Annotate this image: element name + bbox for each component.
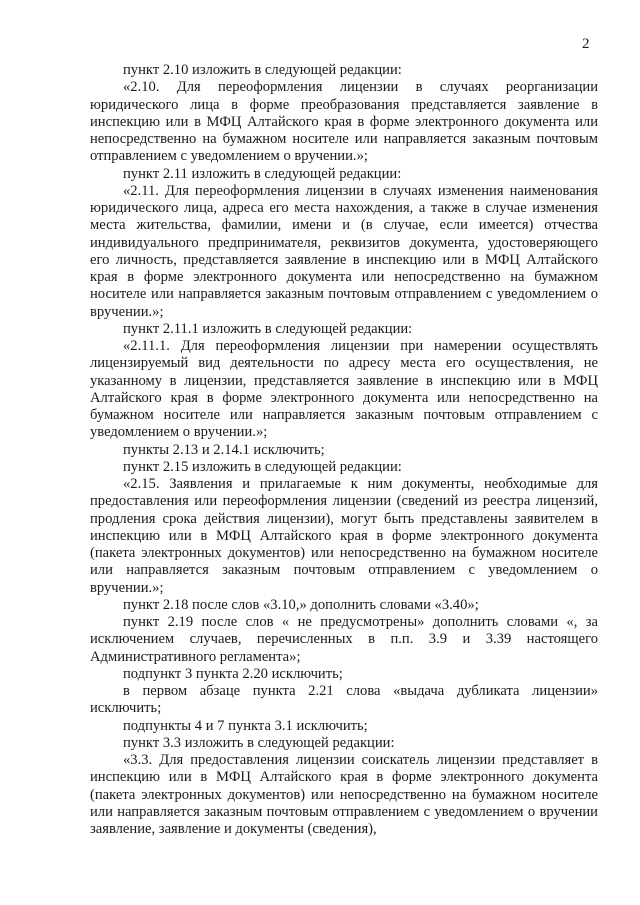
paragraph: пункты 2.13 и 2.14.1 исключить; — [123, 441, 325, 458]
paragraph: пункт 2.11.1 изложить в следующей редакции: — [123, 320, 413, 337]
paragraph: «2.11. Для переоформления лицензии в случаях изменения наименования юридического лица, адреса его места нахождения, а также в случае изменения места жительства, фамилии, имени и (в случае, если имеется) отчества индивидуального предпринимателя, реквизитов документа, удостоверяющего его личность, представляется заявление в инспекцию или в МФЦ Алтайского края в форме электронного документа или непосредственно на бумажном носителе или направляется заказным почтовым отправлением с уведомлением о вручении.»; — [90, 182, 598, 320]
paragraph: подпункт 3 пункта 2.20 исключить; — [123, 665, 343, 682]
paragraph: «3.3. Для предоставления лицензии соискатель лицензии представляет в инспекцию или в МФЦ Алтайского края в форме электронного документа (пакета электронных документов) или непосредственно на бумажном носителе или направляется заказным почтовым отправлением с уведомлением о вручении заявление, заявление и документы (сведения), — [90, 752, 598, 837]
paragraph: пункт 3.3 изложить в следующей редакции: — [123, 734, 395, 751]
paragraph: пункт 2.18 после слов «3.10,» дополнить словами «3.40»; — [123, 596, 479, 613]
paragraph: подпункты 4 и 7 пункта 3.1 исключить; — [123, 717, 368, 734]
document-body — [90, 62, 598, 838]
paragraph: пункт 2.10 изложить в следующей редакции: — [123, 62, 402, 78]
paragraph: «2.10. Для переоформления лицензии в случаях реорганизации юридического лица в форме преобразования представляется заявление в инспекцию или в МФЦ Алтайского края в форме электронного документа или непосредственно на бумажном носителе или направляется заказным почтовым отправлением с уведомлением о вручении.»; — [90, 79, 598, 165]
paragraph: пункт 2.15 изложить в следующей редакции: — [123, 458, 402, 475]
paragraph: пункт 2.19 после слов « не предусмотрены» дополнить словами «, за исключением случаев, перечисленных в п.п. 3.9 и 3.39 настоящего Административного регламента»; — [90, 614, 598, 665]
paragraph: «2.15. Заявления и прилагаемые к ним документы, необходимые для предоставления или переоформления лицензии (сведений из реестра лицензий, продления срока действия лицензии), могут быть представлены заявителем в инспекцию или в МФЦ Алтайского края в форме электронного документа (пакета электронных документов) или непосредственно на бумажном носителе или направляется заказным почтовым отправлением с уведомлением о вручении.»; — [90, 476, 598, 596]
page-number: 2 — [582, 36, 590, 52]
paragraph: в первом абзаце пункта 2.21 слова «выдача дубликата лицензии» исключить; — [90, 683, 598, 717]
paragraph: «2.11.1. Для переоформления лицензии при намерении осуществлять лицензируемый вид деятельности по адресу места его осуществления, не указанному в лицензии, представляется заявление в инспекцию или в МФЦ Алтайского края в форме электронного документа или непосредственно на бумажном носителе или направляется заказным почтовым отправлением с уведомлением о вручении.»; — [90, 338, 598, 441]
paragraph: пункт 2.11 изложить в следующей редакции: — [123, 165, 402, 182]
